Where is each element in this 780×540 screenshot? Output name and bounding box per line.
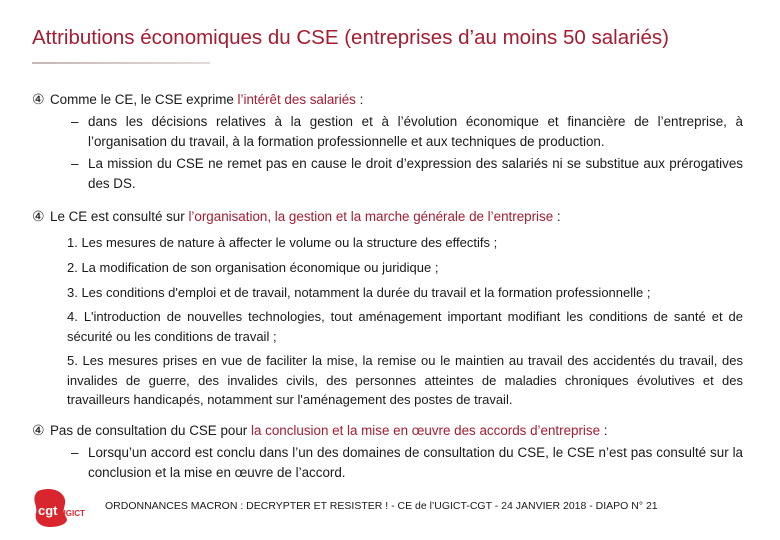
section-2-lead bbox=[32, 207, 561, 226]
dash-icon: – bbox=[71, 114, 79, 129]
section-3-lead-highlight: la conclusion et la mise en œuvre des accords d’entreprise bbox=[250, 423, 601, 438]
section-3-item-text: Lorsqu’un accord est conclu dans l’un des domaines de consultation du CSE, le CSE n’est pas consulté sur la conclusion et la mise en œuvre de l’accord. bbox=[88, 445, 743, 480]
section-3-lead bbox=[32, 421, 608, 440]
section-1-item-text: dans les décisions relatives à la gestion et à l’évolution économique et financière de l’entreprise, à l’organisation du travail, à la formation professionnelle et aux techniques de production. bbox=[88, 114, 743, 149]
section-3-item bbox=[71, 443, 743, 483]
bullet-icon: ④ bbox=[32, 208, 45, 224]
section-1-item bbox=[71, 154, 743, 194]
logo-text-sub: UGICT bbox=[60, 509, 85, 518]
section-2-item: 2. La modification de son organisation économique ou juridique ; bbox=[67, 260, 439, 275]
section-2-item: 1. Les mesures de nature à affecter le volume ou la structure des effectifs ; bbox=[67, 235, 498, 250]
section-1-item-text: La mission du CSE ne remet pas en cause le droit d’expression des salariés ni se substitue aux prérogatives des DS. bbox=[88, 156, 743, 191]
section-1-lead bbox=[32, 90, 363, 109]
section-1-lead-text: Comme le CE, le CSE exprime bbox=[50, 92, 238, 107]
section-2-lead-highlight: l’organisation, la gestion et la marche générale de l’entreprise bbox=[188, 209, 554, 224]
section-2-item: 5. Les mesures prises en vue de faciliter la mise, la remise ou le maintien au travail des accidentés du travail, des invalides de guerre, des invalides civils, des personnes atteintes de maladies chroniques évolutives et des travailleurs handicapés, notamment sur l'aménagement des postes de travail. bbox=[67, 353, 743, 407]
section-2-lead-tail: : bbox=[553, 209, 561, 224]
cgt-ugict-logo-icon bbox=[30, 487, 98, 529]
section-1-item bbox=[71, 112, 743, 152]
slide-title: Attributions économiques du CSE (entreprises d’au moins 50 salariés) bbox=[32, 26, 669, 49]
section-2-lead-text: Le CE est consulté sur bbox=[50, 209, 189, 224]
section-2-item: 3. Les conditions d'emploi et de travail, notamment la durée du travail et la formation professionnelle ; bbox=[67, 285, 651, 300]
bullet-icon: ④ bbox=[32, 91, 45, 107]
bullet-icon: ④ bbox=[32, 422, 45, 438]
dash-icon: – bbox=[71, 445, 79, 460]
section-1-lead-tail: : bbox=[355, 92, 364, 107]
section-3-lead-text: Pas de consultation du CSE pour bbox=[50, 423, 251, 438]
dash-icon: – bbox=[71, 156, 79, 171]
footer-caption: ORDONNANCES MACRON : DECRYPTER ET RESISTER ! - CE de l’UGICT-CGT - 24 JANVIER 2018 - DIAPO N° 21 bbox=[105, 500, 658, 512]
title-underline bbox=[32, 62, 210, 64]
section-3-lead-tail: : bbox=[600, 423, 608, 438]
section-2-item: 4. L'introduction de nouvelles technologies, tout aménagement important modifiant les conditions de santé et de sécurité ou les conditions de travail ; bbox=[67, 309, 743, 344]
section-1-lead-highlight: l’intérêt des salariés bbox=[237, 92, 356, 107]
logo-text-main: cgt bbox=[38, 503, 58, 518]
